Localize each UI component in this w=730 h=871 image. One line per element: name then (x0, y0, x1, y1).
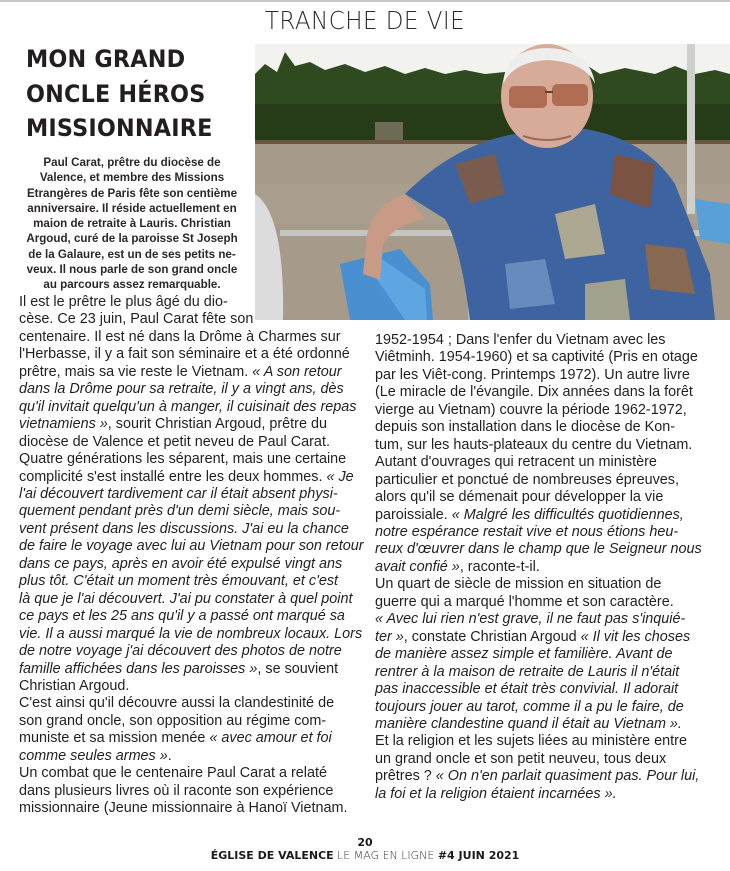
body-line: notre espérance restait vive et nous étions heu- (375, 523, 679, 540)
lead-line: veux. Il nous parle de son grand oncle (26, 263, 238, 277)
publication-name: ÉGLISE DE VALENCE (210, 849, 334, 862)
quote-text: avait confié » (375, 558, 460, 575)
body-line: l'ai découvert tardivement car il était absent physi- (19, 485, 338, 502)
body-line (375, 629, 725, 646)
body-line: 1952-1954 ; Dans l'enfer du Vietnam avec les (375, 332, 666, 348)
quote-text: « On n'en parlait quasiment pas. Pour lui, (435, 768, 700, 785)
body-text: paroissiale. (375, 506, 452, 523)
body-line: vie. Il a aussi marqué la vie de nombreux locaux. Lors (19, 625, 363, 642)
body-line: centenaire. Il est né dans la Drôme à Charmes sur (19, 328, 341, 345)
quote-text: « avec amour et foi (209, 730, 332, 747)
body-line: rentrer à la maison de retraite de Lauris il n'était (375, 663, 680, 680)
body-line: Autant d'ouvrages qui retracent un ministère (375, 454, 657, 471)
article-photo (255, 44, 730, 320)
body-line: tum, sur les hauts-plateaux du centre du Vietnam. (375, 436, 693, 453)
lead-line: maion de retraite à Lauris. Christian (33, 217, 231, 231)
body-text: , se souvient (257, 660, 339, 677)
body-text: , constate Christian Argoud (403, 628, 581, 645)
section-title: TRANCHE DE VIE (264, 6, 466, 35)
body-text: prêtre, mais sa vie reste le Vietnam. (19, 363, 253, 380)
lead-line: Paul Carat, prêtre du diocèse de (43, 156, 221, 169)
body-line: un grand oncle et son petit neuveu, tous deux (375, 750, 667, 767)
body-line: Quatre générations les séparent, mais une certaine (19, 451, 347, 468)
lead-line: Etrangères de Paris fête son centième (26, 186, 238, 200)
body-line: depuis son installation dans le diocèse de Kon- (375, 419, 676, 436)
body-line: pas inaccessible et était très convivial. Il adorait (375, 681, 679, 698)
body-line (375, 507, 725, 524)
quote-text: comme seules armes » (19, 747, 168, 764)
quote-text: ter » (375, 628, 404, 645)
body-line: dans plusieurs livres où il raconte son expérience (19, 782, 334, 799)
quote-text: « Il vit les choses (580, 628, 691, 645)
quote-text: vietnamiens » (19, 416, 108, 433)
body-line: diocèse de Valence et petit neveu de Paul Carat. (19, 433, 330, 450)
body-line (19, 730, 364, 747)
body-line: Christian Argoud. (19, 677, 130, 694)
body-line: reux d'œuvrer dans le champ que le Seigneur nous (375, 541, 702, 558)
photo-glasses (509, 86, 547, 108)
lead-line: anniversaire. Il réside actuellement en (27, 201, 237, 215)
body-line: dans la Drôme pour sa retraite, il y a vingt ans, dès (19, 381, 344, 398)
body-line: Viêtminh. 1954-1960) et sa captivité (Pris en otage (375, 349, 698, 366)
quote-text: « Je (326, 468, 354, 485)
body-line: Il est le prêtre le plus âgé du dio- (19, 294, 228, 310)
body-line: vierge au Vietnam) couvre la période 1962-1972, (375, 401, 687, 418)
body-line: missionnaire (Jeune missionnaire à Hanoï Vietnam. (19, 800, 348, 817)
body-line: particulier et ponctué de nombreuses épreuves, (375, 471, 679, 488)
body-line: alors qu'il se démenait pour développer la vie (375, 489, 664, 506)
page-number: 20 (357, 836, 373, 849)
body-text: muniste et sa mission menée (19, 730, 210, 747)
article-lead (8, 155, 256, 293)
body-text: , raconte-t-il. (459, 558, 540, 575)
body-line: de notre voyage j'ai découvert des photos de notre (19, 643, 342, 660)
body-line: guerre qui a marqué l'homme et son caractère. (375, 593, 674, 610)
body-line: ce pays et les 25 ans qu'il y a passé ont marqué sa (19, 608, 345, 625)
quote-text: « A son retour (252, 363, 342, 380)
body-line: qu'il invitait quelqu'un à manger, il cuisinait des repas (19, 398, 357, 415)
publication-subtitle: LE MAG EN LIGNE (333, 849, 438, 862)
headline-line: MISSIONNAIRE (26, 114, 213, 142)
body-line: là que je l'ai découvert. J'ai pu constater à quel point (19, 590, 353, 607)
body-line: quement pendant près d'un demi siècle, mais sou- (19, 503, 341, 520)
body-text: complicité s'est installé entre les deux hommes. (19, 468, 327, 485)
body-text: prêtres ? (375, 768, 436, 785)
body-line: son grand oncle, son opposition au régime com- (19, 712, 327, 729)
body-line (19, 469, 364, 486)
publication-line (0, 849, 730, 862)
lead-line: au parcours assez remarquable. (43, 278, 221, 292)
body-text: . (167, 747, 172, 764)
body-line: manière clandestine quand il était au Vietnam ». (375, 715, 682, 732)
body-text: , sourit Christian Argoud, prêtre du (107, 416, 327, 433)
body-line (375, 559, 725, 576)
body-line: de manière assez simple et familière. Avant de (375, 646, 673, 663)
body-line: vent présent dans les discussions. J'ai eu la chance (19, 520, 349, 537)
body-line: Un combat que le centenaire Paul Carat a relaté (19, 765, 327, 782)
body-line: C'est ainsi qu'il découvre aussi la clandestinité de (19, 695, 335, 712)
article-headline (26, 42, 240, 146)
body-line (19, 661, 364, 678)
body-line (19, 748, 364, 765)
body-line: (Le miracle de l'évangile. Dix années dans la forêt (375, 384, 693, 401)
body-line: de faire le voyage avec lui au Vietnam pour son retour (19, 538, 364, 555)
body-line: cèse. Ce 23 juin, Paul Carat fête son (19, 311, 254, 328)
lead-line: de la Galaure, est un de ses petits ne- (28, 247, 236, 261)
body-line: « Avec lui rien n'est grave, il ne faut pas s'inquié- (375, 611, 686, 628)
body-line (19, 416, 364, 433)
body-line: l'Herbasse, il y a fait son séminaire et a été ordonné (19, 346, 350, 363)
lead-line: Valence, et membre des Missions (39, 171, 225, 185)
body-line: Un quart de siècle de mission en situation de (375, 576, 662, 593)
top-rule (0, 0, 730, 2)
body-line (375, 768, 725, 785)
article-body-left-column (19, 294, 364, 818)
issue-label: #4 JUIN 2021 (437, 849, 520, 862)
body-line (19, 364, 364, 381)
body-line: toujours jouer au tarot, comme il a pu le faire, de (375, 698, 684, 715)
body-line: par les Viêt-cong. Printemps 1972). Un autre livre (375, 366, 690, 383)
headline-line: MON GRAND (26, 45, 186, 73)
body-line: la foi et la religion étaient incarnées ». (375, 785, 617, 802)
article-body-right-column (375, 332, 725, 803)
body-line: dans ce pays, après en avoir été expulsé vingt ans (19, 555, 343, 572)
headline-line: ONCLE HÉROS (26, 79, 206, 108)
quote-text: « Malgré les difficultés quotidiennes, (451, 506, 684, 523)
body-line: Et la religion et les sujets liées au ministère entre (375, 733, 687, 750)
lead-line: Argoud, curé de la paroisse St Joseph (26, 232, 238, 246)
body-line: plus tôt. C'était un moment très émouvant, et c'est (19, 573, 339, 590)
quote-text: famille affichées dans les paroisses » (19, 660, 258, 677)
